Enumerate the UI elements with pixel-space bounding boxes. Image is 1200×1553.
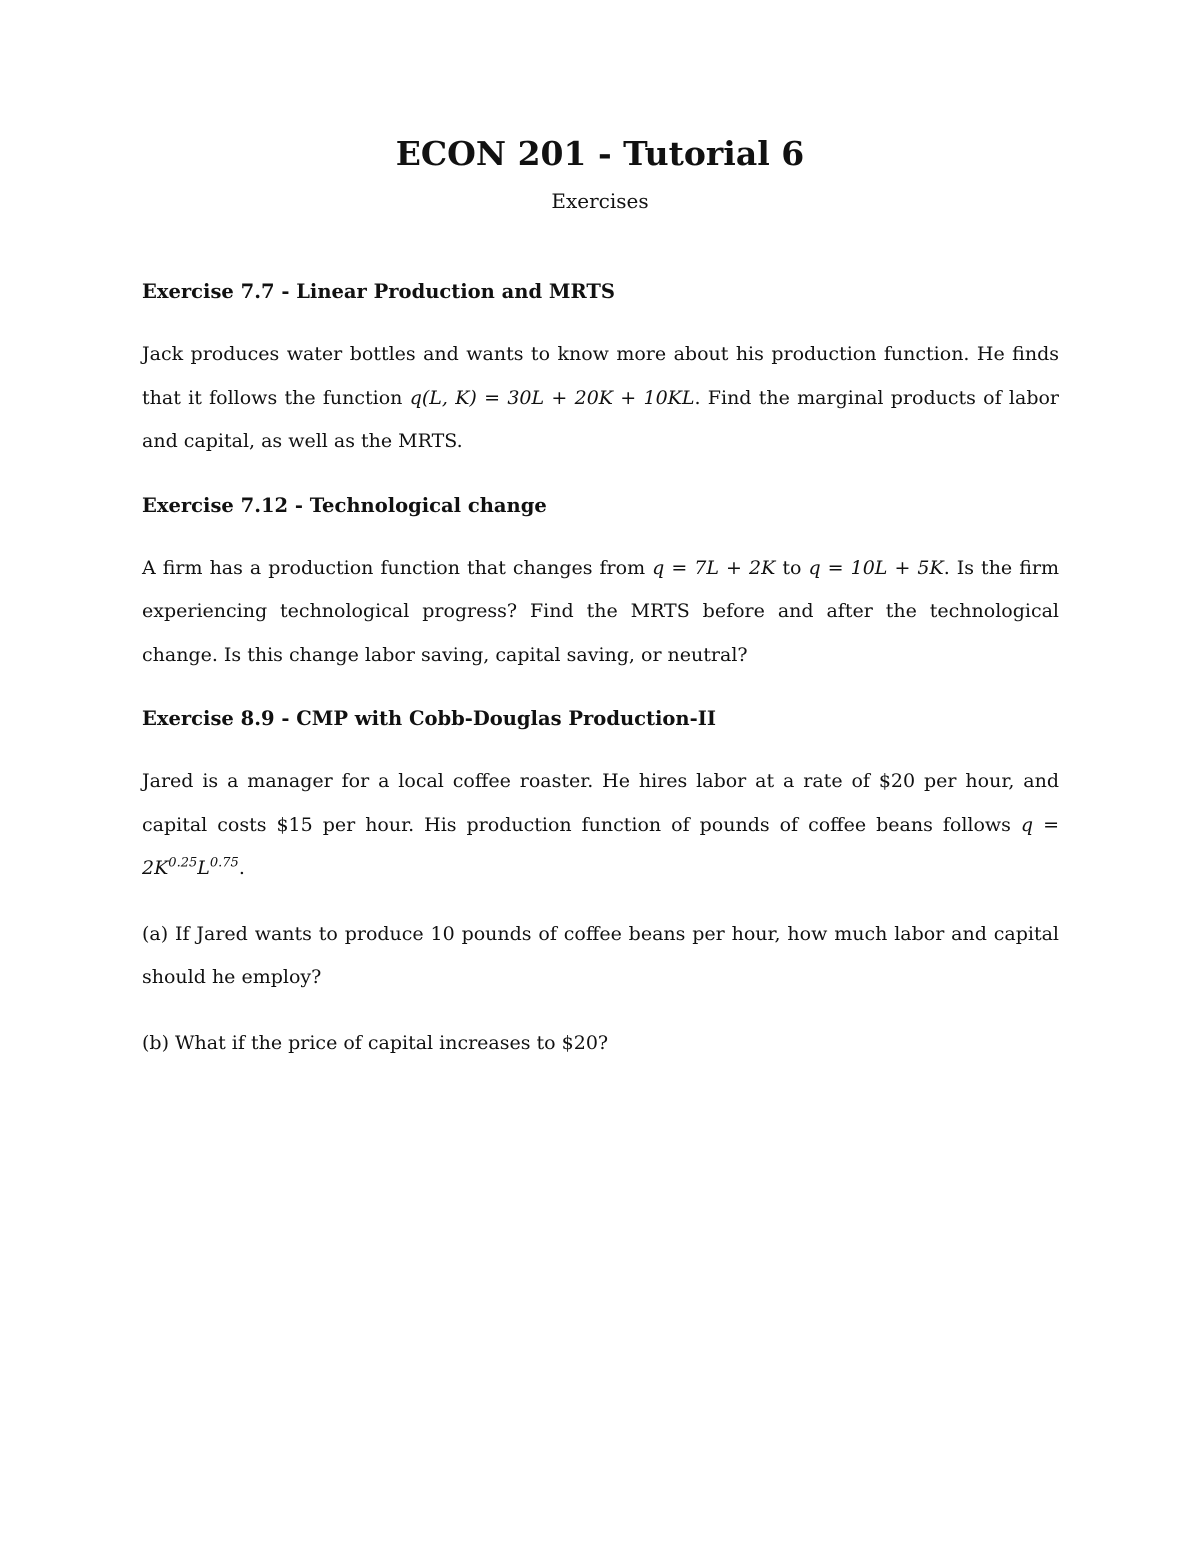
exercise-text: A firm has a production function that changes from q = 7L + 2K to q = 10L + 5K. Is the firm experiencing technological progress? Find the MRTS before and after the technological change. Is this change labor saving, capital saving, or neutral? — [142, 556, 1059, 666]
formula: q = 7L + 2K — [652, 556, 776, 579]
exercise-part-a: (a) If Jared wants to produce 10 pounds of coffee beans per hour, how much labor and capital should he employ? — [142, 922, 1059, 988]
exercise-heading: Exercise 7.7 - Linear Production and MRTS — [142, 280, 615, 303]
document-title: ECON 201 - Tutorial 6 — [395, 134, 805, 173]
exercise-heading: Exercise 7.12 - Technological change — [142, 493, 547, 517]
formula: $q = 2K^{0.25}L^{0.75}$ — [142, 813, 1059, 879]
exercise-part-b: (b) What if the price of capital increases to $20? — [142, 1031, 609, 1054]
formula: q = 10L + 5K — [808, 556, 944, 579]
exercise-heading: Exercise 8.9 - CMP with Cobb-Douglas Production-II — [142, 707, 716, 730]
exercise-text: Jared is a manager for a local coffee roaster. He hires labor at a rate of $20 per hour, and capital costs $15 per hour. His production function of pounds of coffee beans follows $q = 2K^{0.25}L^{0.75}$. — [142, 770, 1059, 879]
document-body — [142, 272, 1059, 1065]
formula: q(L, K) = 30L + 20K + 10KL — [409, 386, 695, 409]
exercise-text: Jack produces water bottles and wants to know more about his production function. He finds that it follows the function q(L, K) = 30L + 20K + 10KL. Find the marginal products of labor and capital, as well as the MRTS. — [142, 343, 1059, 452]
document-subtitle: Exercises — [551, 189, 649, 213]
